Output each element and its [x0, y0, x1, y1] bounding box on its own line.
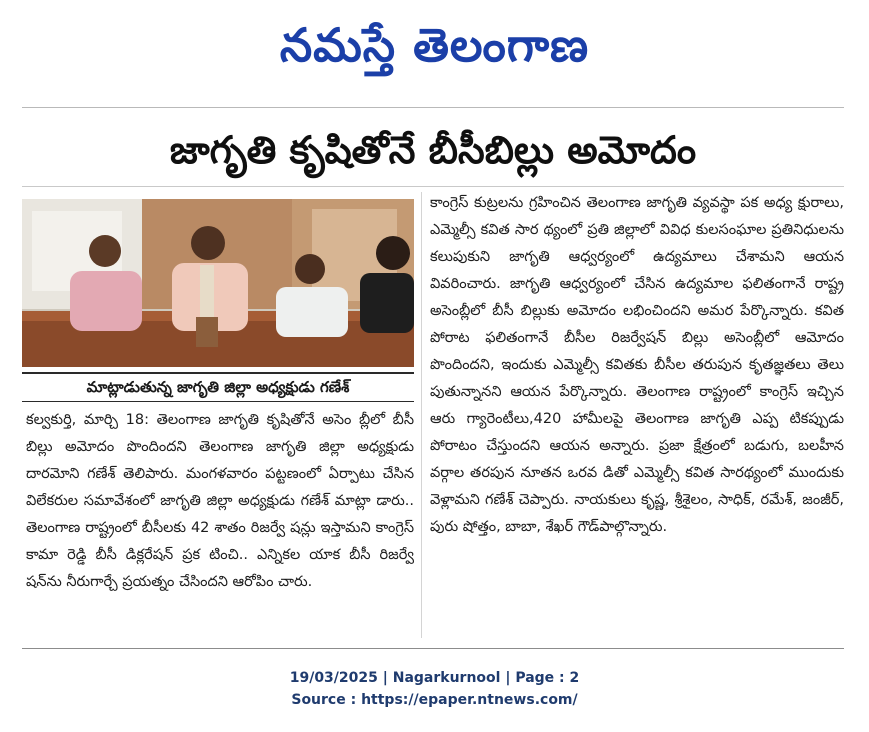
headline-divider [22, 186, 844, 187]
edition-info: 19/03/2025 | Nagarkurnool | Page : 2 [289, 670, 580, 686]
article-body-left: కల్వకుర్తి, మార్చి 18: తెలంగాణ జాగృతి కృషితోనే అసెం బ్లీలో బీసీ బిల్లు అమోదం పొందిందని తెలంగాణ జాగృతి జిల్లా అధ్యక్షుడు దారమోని గణేశ్ తెలిపారు. మంగళవారం పట్టణంలో ఏర్పాటు చేసిన విలేకరుల సమావేశంలో జాగృతి జిల్లా అధ్యక్షుడు గణేశ్ మాట్లా డారు.. తెలంగాణ రాష్ట్రంలో బీసీలకు 42 శాతం రిజర్వే షన్లు ఇస్తామని కాంగ్రెస్ కామా రెడ్డి బీసీ డిక్లరేషన్ ప్రక టించి.. ఎన్నికల యాక బీసీ రిజర్వే షన్‌ను నీరుగార్చే ప్రయత్నం చేసిందని ఆరోపిం చారు. [26, 412, 414, 590]
photo-caption: మాట్లాడుతున్న జాగృతి జిల్లా అధ్యక్షుడు గణేశ్ [22, 372, 414, 402]
article-body-right: కాంగ్రెస్ కుట్రలను గ్రహించిన తెలంగాణ జాగృతి వ్యవస్థా పక అధ్య క్షురాలు, ఎమ్మెల్సీ కవిత సార థ్యంలో ప్రతి జిల్లాలో వివిధ కులసంఘాల ప్రతినిధులను కలుపుకుని జాగృతి ఆధ్వర్యంలో ఉద్యమాలు చేశామని ఆయన వివరించారు. జాగృతి ఆధ్వర్యంలో చేసిన ఉద్యమాల ఫలితంగానే రాష్ట్ర అసెంబ్లీలో బీసీ బిల్లుకు అమోదం లభించిందని అమర పేర్కొన్నారు. కవిత పోరాట ఫలితంగానే బీసీల రిజర్వేషన్ బిల్లు అసెంబ్లీలో ఆమోదం పొందిందని, ఇందుకు ఎమ్మెల్సీ కవితకు బీసీల తరుపున కృతజ్ఞతలు తెలు పుతున్నానని ఆయన పేర్కొన్నారు. తెలంగాణ రాష్ట్రంలో కాంగ్రెస్ ఇచ్చిన ఆరు గ్యారెంటీలు,420 హామీలపై తెలంగాణ జాగృతి ఎప్ప టికప్పుడు పోరాటం చేస్తుందని ఆయన అన్నారు. ప్రజా క్షేత్రంలో బడుగు, బలహీన వర్గాల తరపున నూతన ఒరవ డితో ఎమ్మెల్సీ కవిత సారథ్యంలో ముందుకు వెళ్లామని గణేశ్ చెప్పారు. నాయకులు కృష్ణ, శ్రీశైలం, సాధిక్, రమేశ్, జంజీర్, పురు షోత్తం, బాబా, శేఖర్ గౌడ్‌పాల్గొన్నారు. [430, 195, 844, 535]
article-photo [22, 199, 414, 367]
source-link[interactable]: Source : https://epaper.ntnews.com/ [291, 692, 578, 708]
column-divider [421, 192, 422, 638]
bottom-divider [22, 648, 844, 649]
article-headline: జాగృతి కృషితోనే బీసీబిల్లు అమోదం [169, 128, 697, 172]
newspaper-masthead: నమస్తే తెలంగాణ [279, 18, 590, 72]
top-divider [22, 107, 844, 108]
